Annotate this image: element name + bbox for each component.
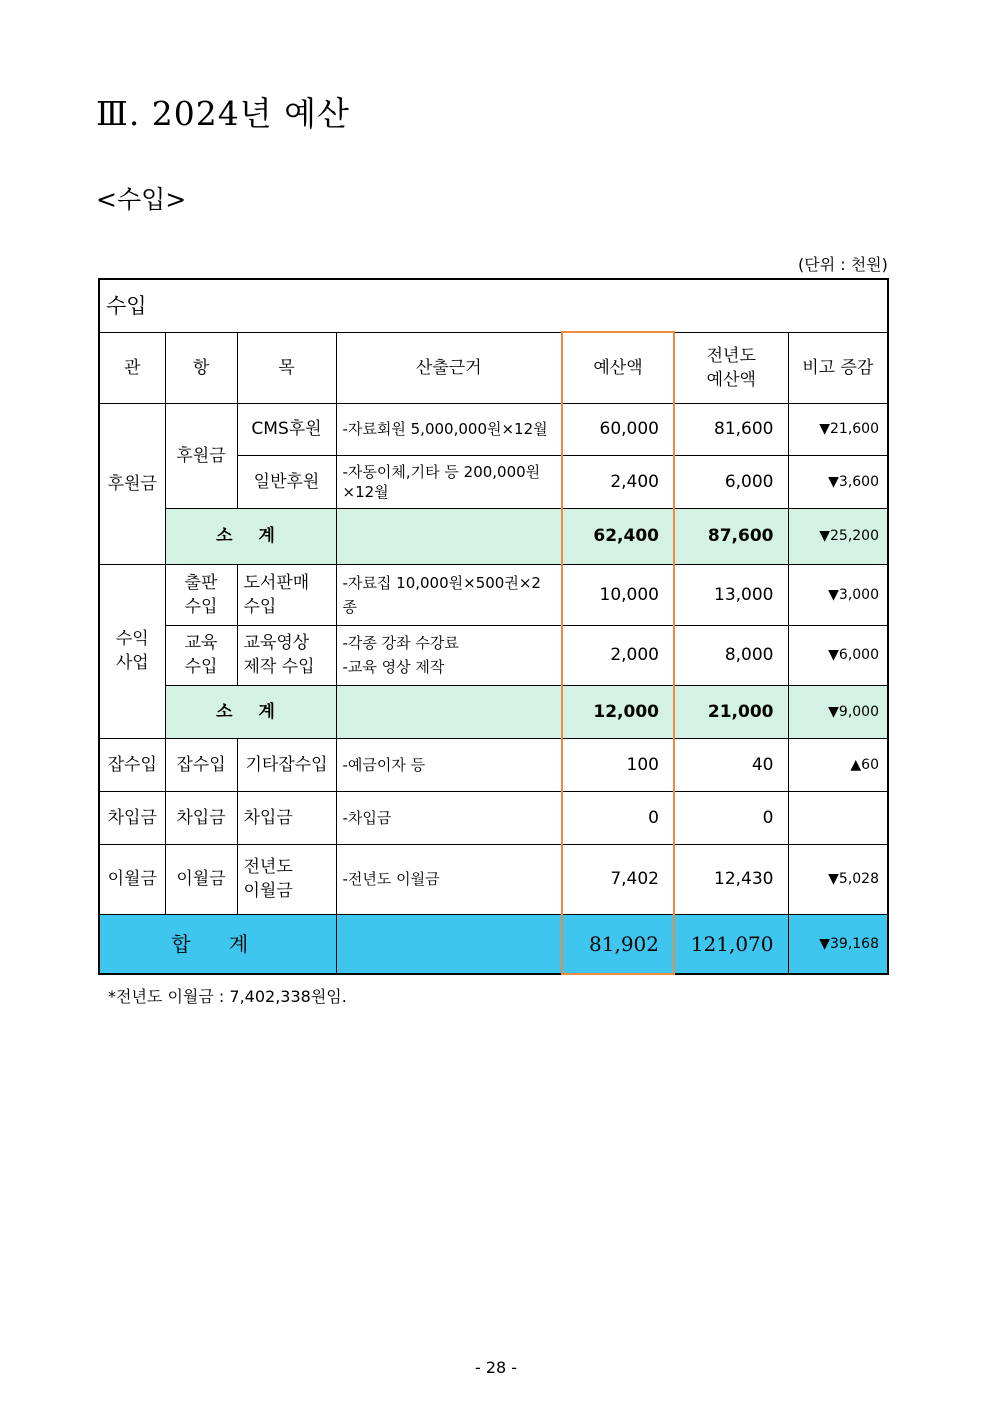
budget-cell: 7,402 [562, 844, 674, 914]
subtotal-prev-budget: 21,000 [674, 685, 788, 738]
income-budget-table [98, 278, 889, 975]
diff-cell: ▼6,000 [788, 625, 888, 685]
total-label: 합 계 [99, 914, 336, 974]
gwan-line2: 사업 [115, 653, 149, 673]
table-row [99, 844, 888, 914]
gwan-cell: 이월금 [99, 844, 165, 914]
prev-budget-cell: 8,000 [674, 625, 788, 685]
header-basis: 산출근거 [336, 332, 562, 403]
table-row [99, 403, 888, 455]
hang-line1: 출판 [184, 572, 218, 593]
mok-line2: 수입 [243, 596, 277, 617]
header-hang: 항 [165, 332, 237, 403]
section-title: Ⅲ. 2024년 예산 [96, 94, 350, 133]
table-row [99, 564, 888, 625]
hang-cell: 이월금 [165, 844, 237, 914]
mok-cell: CMS후원 [237, 403, 336, 455]
hang-line1: 교육 [184, 633, 218, 653]
hang-cell: 잡수입 [165, 738, 237, 791]
diff-cell: ▼3,000 [788, 564, 888, 625]
page-number: - 28 - [474, 1358, 518, 1377]
budget-cell: 10,000 [562, 564, 674, 625]
basis-cell: -자동이체,기타 등 200,000원×12월 [336, 455, 562, 508]
mok-line2: 제작 수입 [243, 657, 315, 677]
hang-cell: 후원금 [165, 403, 237, 508]
hang-line2: 수입 [184, 657, 218, 677]
hang-cell [165, 625, 237, 685]
mok-cell [237, 844, 336, 914]
mok-line2: 이월금 [243, 881, 293, 901]
mok-cell: 일반후원 [237, 455, 336, 508]
budget-cell: 2,400 [562, 455, 674, 508]
basis-cell: -전년도 이월금 [336, 844, 562, 914]
basis-cell [336, 625, 562, 685]
subtotal-diff: ▼9,000 [788, 685, 888, 738]
table-row [99, 791, 888, 844]
subtotal-basis-empty [336, 508, 562, 564]
header-mok: 목 [237, 332, 336, 403]
basis-line1: -각종 강좌 수강료 [342, 634, 459, 652]
subtotal-budget: 12,000 [562, 685, 674, 738]
table-header-row [99, 332, 888, 403]
basis-cell: -예금이자 등 [336, 738, 562, 791]
hang-cell [165, 564, 237, 625]
header-gwan: 관 [99, 332, 165, 403]
mok-cell: 기타잡수입 [237, 738, 336, 791]
total-prev-budget: 121,070 [674, 914, 788, 974]
diff-cell: ▼5,028 [788, 844, 888, 914]
footnote: *전년도 이월금 : 7,402,338원임. [108, 987, 347, 1006]
header-budget: 예산액 [562, 332, 674, 403]
total-row [99, 914, 888, 974]
header-diff: 비고 증감 [788, 332, 888, 403]
table-row [99, 738, 888, 791]
prev-budget-cell: 13,000 [674, 564, 788, 625]
table-caption: 수입 [99, 279, 888, 332]
subsection-title: <수입> [96, 185, 187, 214]
gwan-cell: 차입금 [99, 791, 165, 844]
diff-cell: ▼21,600 [788, 403, 888, 455]
subtotal-row [99, 685, 888, 738]
mok-line1: 전년도 [243, 857, 293, 877]
budget-cell: 100 [562, 738, 674, 791]
basis-cell: -차입금 [336, 791, 562, 844]
prev-budget-cell: 6,000 [674, 455, 788, 508]
table-caption-row [99, 279, 888, 332]
subtotal-prev-budget: 87,600 [674, 508, 788, 564]
prev-budget-cell: 40 [674, 738, 788, 791]
total-basis-empty [336, 914, 562, 974]
basis-cell: -자료집 10,000원×500권×2종 [336, 564, 562, 625]
basis-line2: -교육 영상 제작 [342, 658, 445, 676]
diff-cell [788, 791, 888, 844]
header-prev-budget-line2: 예산액 [706, 369, 756, 390]
subtotal-label: 소 계 [165, 685, 336, 738]
budget-cell: 0 [562, 791, 674, 844]
prev-budget-cell: 12,430 [674, 844, 788, 914]
total-budget: 81,902 [562, 914, 674, 974]
gwan-cell [99, 564, 165, 738]
prev-budget-cell: 81,600 [674, 403, 788, 455]
diff-cell: ▲60 [788, 738, 888, 791]
mok-cell: 차입금 [237, 791, 336, 844]
header-prev-budget-line1: 전년도 [706, 345, 756, 366]
unit-note: (단위 : 천원) [798, 255, 888, 274]
gwan-cell: 후원금 [99, 403, 165, 564]
gwan-line1: 수익 [115, 629, 149, 649]
mok-cell [237, 564, 336, 625]
gwan-cell: 잡수입 [99, 738, 165, 791]
subtotal-budget: 62,400 [562, 508, 674, 564]
diff-cell: ▼3,600 [788, 455, 888, 508]
subtotal-basis-empty [336, 685, 562, 738]
budget-cell: 2,000 [562, 625, 674, 685]
hang-line2: 수입 [184, 596, 218, 617]
total-diff: ▼39,168 [788, 914, 888, 974]
table-row [99, 625, 888, 685]
header-prev-budget [674, 332, 788, 403]
subtotal-diff: ▼25,200 [788, 508, 888, 564]
subtotal-label: 소 계 [165, 508, 336, 564]
budget-cell: 60,000 [562, 403, 674, 455]
mok-cell [237, 625, 336, 685]
hang-cell: 차입금 [165, 791, 237, 844]
prev-budget-cell: 0 [674, 791, 788, 844]
basis-cell: -자료회원 5,000,000원×12월 [336, 403, 562, 455]
mok-line1: 교육영상 [243, 633, 310, 653]
subtotal-row [99, 508, 888, 564]
mok-line1: 도서판매 [243, 572, 310, 593]
